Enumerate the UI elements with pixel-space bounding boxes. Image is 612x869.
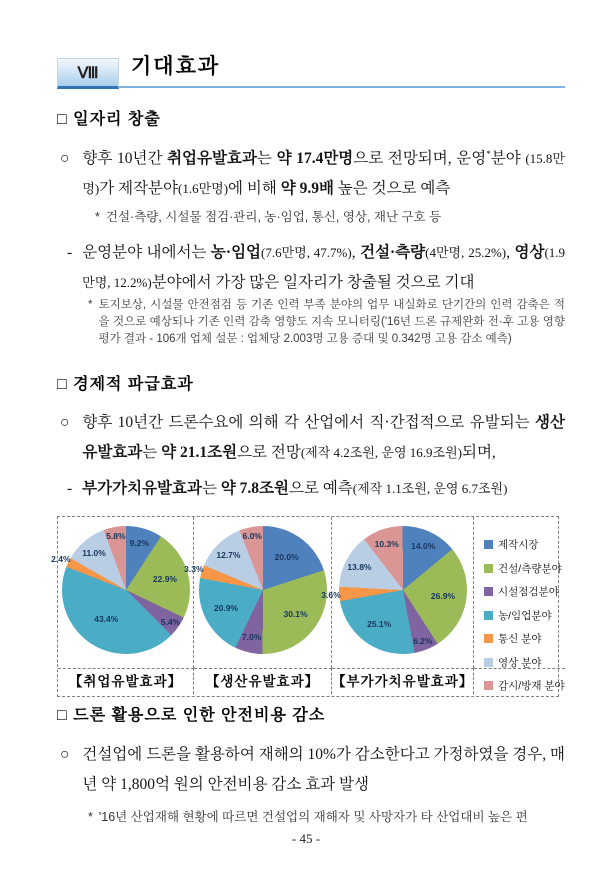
text-segment: (4만명, 25.2%) <box>425 245 507 260</box>
jobs-subnote-1 <box>95 208 525 226</box>
text-segment: 약 9.9배 <box>280 180 334 197</box>
safety-paragraph-1 <box>60 740 565 800</box>
text-segment: 약 21.1조원 <box>161 444 238 461</box>
page-number: - 45 - <box>291 831 321 846</box>
jobs-paragraph-1-text <box>82 144 565 204</box>
chart-legend <box>474 517 565 692</box>
legend-swatch <box>484 587 493 596</box>
economy-paragraph-1-text <box>82 408 565 468</box>
legend-label: 영상 분야 <box>498 656 542 669</box>
legend-label: 감시/방재 분야 <box>498 680 565 692</box>
section-heading-economy: □ 경제적 파급효과 <box>57 376 194 393</box>
pie-slice-label: 6.0% <box>242 530 262 541</box>
text-segment: 가 제작분야 <box>99 180 179 197</box>
chapter-numeral: Ⅷ <box>77 64 99 82</box>
pie-slice-label: 43.4% <box>94 614 119 625</box>
text-segment: 향후 10년간 <box>82 150 168 167</box>
text-segment: 에 비해 <box>228 180 281 197</box>
pie-slice-label: 9.2% <box>129 538 150 549</box>
text-segment: 약 17.4만명 <box>276 150 354 167</box>
pie-slice-label: 13.8% <box>347 562 372 573</box>
jobs-footnote-text: 토지보상, 시설물 안전점검 등 기존 인력 부족 분야의 업무 내실화로 단기간의 인력 감축은 적을 것으로 예상되나 기존 인력 감축 영향도 지속 모니터링('16년 드론 규제완화 전·후 고용 영향평가 결과 - 106개 업체 설문 : 업체당 2.003명 고용 증대 및 0.342명 고용 감소 예측) <box>98 299 565 345</box>
dash-bullet-marker: - <box>67 480 73 497</box>
pie-slice-label: 10.3% <box>374 538 399 549</box>
safety-paragraph-1-text <box>82 740 565 800</box>
pie-slice-label: 30.1% <box>283 609 308 620</box>
legend-label: 건설/측량분야 <box>498 562 562 575</box>
pie-slice-label: 25.1% <box>367 618 392 629</box>
legend-label: 제작시장 <box>498 539 539 551</box>
legend-item <box>484 608 565 623</box>
chart-caption-value-added: 【부가가치유발효과】 <box>332 668 474 694</box>
text-segment: (15.8만명) <box>82 151 565 196</box>
text-segment: 분야 <box>490 150 526 167</box>
text-segment: 는 <box>256 150 277 167</box>
legend-item <box>484 631 565 646</box>
legend-swatch <box>484 681 493 690</box>
text-segment: , <box>506 244 515 261</box>
text-segment: 높은 것으로 예측 <box>333 180 451 197</box>
circle-bullet-marker: ○ <box>60 746 70 763</box>
text-segment: , <box>351 244 361 261</box>
pie-slice-label: 5.8% <box>106 530 126 541</box>
circle-bullet-marker: ○ <box>60 150 70 167</box>
legend-swatch <box>484 634 493 643</box>
section-heading-safety: □ 드론 활용으로 인한 안전비용 감소 <box>57 707 326 724</box>
text-segment: 는 <box>142 444 162 461</box>
legend-label: 통신 분야 <box>498 633 542 645</box>
chapter-numeral-box <box>57 58 119 89</box>
text-segment: 으로 전망되며, 운영 <box>353 150 487 167</box>
safety-footnote <box>88 808 558 826</box>
jobs-paragraph-2 <box>67 238 565 298</box>
legend-item <box>484 537 565 552</box>
pie-value-added <box>321 526 467 654</box>
text-segment: 는 <box>201 480 221 497</box>
legend-swatch <box>484 540 493 549</box>
pie-slice-label: 5.4% <box>160 616 181 627</box>
pie-slice-label: 22.9% <box>152 573 177 584</box>
economy-paragraph-2 <box>67 474 565 504</box>
text-segment: 취업유발효과 <box>167 150 257 167</box>
pie-charts-panel <box>51 516 565 697</box>
asterisk-marker: * <box>95 210 100 224</box>
economy-paragraph-1 <box>60 408 565 468</box>
pie-slice-label: 14.0% <box>411 540 436 551</box>
text-segment: 건설·측량 <box>360 244 426 261</box>
pie-slice-label: 26.9% <box>430 591 456 602</box>
pie-chart-production <box>184 517 332 668</box>
text-segment: 분야에서 가장 많은 일자리가 창출될 것으로 기대 <box>151 274 475 291</box>
text-segment: 향후 10년간 드론수요에 의해 각 산업에서 직·간접적으로 유발되는 <box>82 414 536 431</box>
asterisk-marker: * <box>88 810 93 824</box>
economy-paragraph-2-text <box>82 474 565 504</box>
jobs-subnote-1-text: 건설·측량, 시설물 점검·관리, 농·임업, 통신, 영상, 재난 구호 등 <box>105 210 442 224</box>
pie-slice-label: 11.0% <box>82 547 106 558</box>
circle-bullet-marker: ○ <box>60 414 70 431</box>
text-segment: (7.6만명, 47.7%) <box>261 245 352 260</box>
pie-slice-label: 12.7% <box>216 550 241 561</box>
text-segment: 약 7.8조원 <box>220 480 289 497</box>
jobs-paragraph-2-text <box>82 238 565 298</box>
pie-chart-value-added <box>321 517 474 668</box>
safety-footnote-text: '16년 산업재해 현황에 따르면 건설업의 재해자 및 사망자가 타 산업대비 높은 편 <box>98 810 528 824</box>
jobs-paragraph-1 <box>60 144 565 204</box>
pie-slice-label: 6.2% <box>413 636 433 647</box>
legend-item <box>484 584 565 599</box>
legend-item <box>484 678 565 693</box>
jobs-footnote <box>88 297 565 348</box>
pie-employment <box>51 526 190 654</box>
text-segment: 영상 <box>514 244 545 261</box>
chart-caption-production: 【생산유발효과】 <box>194 668 332 694</box>
text-segment: (제작 4.2조원, 운영 16.9조원) <box>300 445 462 460</box>
asterisk-marker: * <box>88 299 93 311</box>
chapter-header <box>57 55 565 88</box>
text-segment: (1.6만명) <box>178 181 229 196</box>
chart-caption-employment: 【취업유발효과】 <box>58 668 194 694</box>
pie-slice-label: 7.0% <box>241 632 262 643</box>
pie-slice-label: 3.3% <box>184 564 204 575</box>
text-segment: 으로 전망 <box>237 444 301 461</box>
text-segment: * <box>486 148 491 159</box>
text-segment: 되며, <box>461 444 496 461</box>
pie-production <box>184 526 327 654</box>
text-segment: (1.9만명, 12.2%) <box>82 245 566 290</box>
pie-chart-employment <box>51 517 194 668</box>
chapter-title: 기대효과 <box>131 55 221 78</box>
pie-slice-label: 3.6% <box>321 589 341 600</box>
text-segment: 으로 예측 <box>289 480 353 497</box>
text-segment: 건설업에 드론을 활용하여 재해의 10%가 감소한다고 가정하였을 경우, 매년 약 1,800억 원의 안전비용 감소 효과 발생 <box>82 746 565 793</box>
text-segment: 운영분야 내에서는 <box>82 244 211 261</box>
section-heading-jobs: □ 일자리 창출 <box>57 111 161 128</box>
pie-slice-label: 20.0% <box>274 551 299 562</box>
text-segment: (제작 1.1조원, 운영 6.7조원) <box>352 481 508 496</box>
pie-slice-label: 20.9% <box>213 603 238 614</box>
legend-item <box>484 655 565 670</box>
legend-swatch <box>484 658 493 667</box>
legend-label: 농/임업분야 <box>498 609 552 622</box>
text-segment: 생산유발효과 <box>82 414 565 461</box>
text-segment: 부가가치유발효과 <box>82 480 202 497</box>
legend-label: 시설점검분야 <box>498 586 559 598</box>
legend-swatch <box>484 564 493 573</box>
dash-bullet-marker: - <box>67 244 73 261</box>
pie-slice-label: 2.4% <box>51 554 71 565</box>
text-segment: 농·임업 <box>210 244 262 261</box>
legend-swatch <box>484 611 493 620</box>
legend-item <box>484 561 565 576</box>
